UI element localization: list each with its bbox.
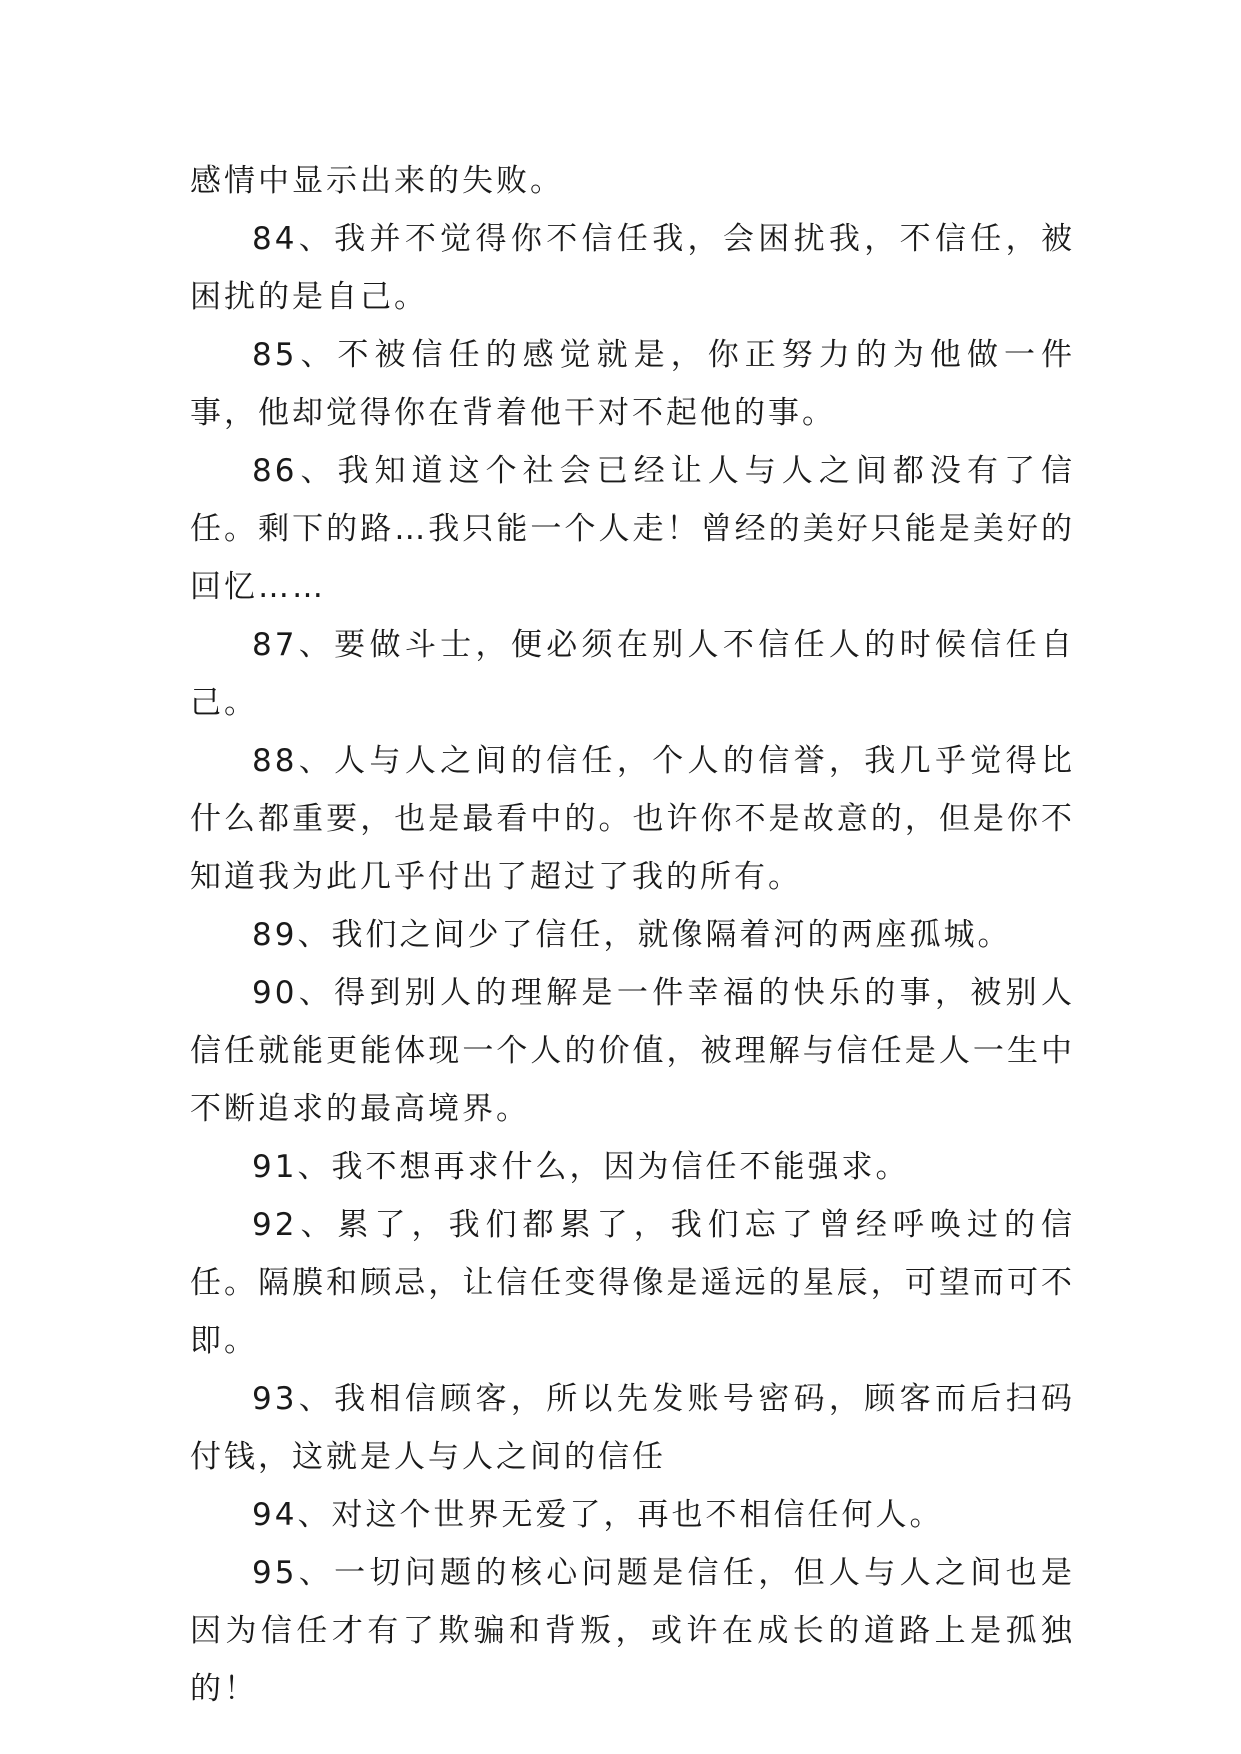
paragraph-94: 94、对这个世界无爱了，再也不相信任何人。 (252, 1497, 944, 1533)
paragraph-89: 89、我们之间少了信任，就像隔着河的两座孤城。 (252, 917, 1012, 953)
paragraph-85: 85、不被信任的感觉就是，你正努力的为他做一件事，他却觉得你在背着他干对不起他的事。 (190, 337, 1075, 431)
paragraph-93: 93、我相信顾客，所以先发账号密码，顾客而后扫码付钱，这就是人与人之间的信任 (190, 1381, 1075, 1475)
paragraph-84: 84、我并不觉得你不信任我，会困扰我，不信任，被困扰的是自己。 (190, 221, 1075, 315)
paragraph-95: 95、一切问题的核心问题是信任，但人与人之间也是因为信任才有了欺骗和背叛，或许在成长的道路上是孤独的！ (190, 1555, 1075, 1707)
paragraph-87: 87、要做斗士，便必须在别人不信任人的时候信任自己。 (190, 627, 1075, 721)
paragraph-86: 86、我知道这个社会已经让人与人之间都没有了信任。剩下的路…我只能一个人走！曾经的美好只能是美好的回忆…… (190, 453, 1075, 605)
document-body (190, 152, 1075, 1718)
paragraph-92: 92、累了，我们都累了，我们忘了曾经呼唤过的信任。隔膜和顾忌，让信任变得像是遥远的星辰，可望而可不即。 (190, 1207, 1075, 1359)
paragraph-88: 88、人与人之间的信任，个人的信誉，我几乎觉得比什么都重要，也是最看中的。也许你不是故意的，但是你不知道我为此几乎付出了超过了我的所有。 (190, 743, 1075, 895)
paragraph-90: 90、得到别人的理解是一件幸福的快乐的事，被别人信任就能更能体现一个人的价值，被理解与信任是人一生中不断追求的最高境界。 (190, 975, 1075, 1127)
paragraph-continuation: 感情中显示出来的失败。 (190, 163, 564, 199)
paragraph-91: 91、我不想再求什么，因为信任不能强求。 (252, 1149, 910, 1185)
